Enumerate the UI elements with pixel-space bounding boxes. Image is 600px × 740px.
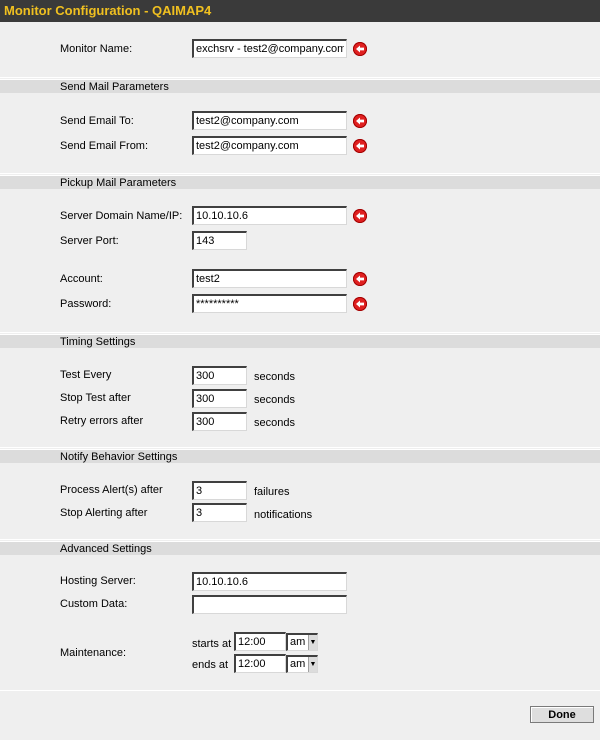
page-title: Monitor Configuration - QAIMAP4 xyxy=(0,0,600,22)
starts-at-time-input[interactable] xyxy=(234,632,286,651)
password-label: Password: xyxy=(60,298,112,310)
process-alerts-input[interactable] xyxy=(192,481,247,500)
stop-test-unit: seconds xyxy=(254,394,295,406)
server-port-label: Server Port: xyxy=(60,235,119,247)
account-label: Account: xyxy=(60,273,103,285)
required-icon xyxy=(353,209,367,223)
stop-alerting-label: Stop Alerting after xyxy=(60,507,148,519)
server-port-input[interactable] xyxy=(192,231,247,250)
ends-at-ampm-select[interactable]: am ▼ xyxy=(286,655,318,673)
monitor-name-label: Monitor Name: xyxy=(60,43,133,55)
notify-section-header: Notify Behavior Settings xyxy=(0,449,600,463)
account-input[interactable] xyxy=(192,269,347,288)
retry-errors-unit: seconds xyxy=(254,417,295,429)
required-icon xyxy=(353,139,367,153)
test-every-input[interactable] xyxy=(192,366,247,385)
retry-errors-input[interactable] xyxy=(192,412,247,431)
retry-errors-label: Retry errors after xyxy=(60,415,144,427)
hosting-server-label: Hosting Server: xyxy=(60,575,136,587)
timing-section-header: Timing Settings xyxy=(0,334,600,348)
server-domain-label: Server Domain Name/IP: xyxy=(60,210,183,222)
test-every-label: Test Every xyxy=(60,369,112,381)
send-email-to-label: Send Email To: xyxy=(60,115,134,127)
maintenance-label: Maintenance: xyxy=(60,647,127,659)
chevron-down-icon: ▼ xyxy=(308,635,317,650)
test-every-unit: seconds xyxy=(254,371,295,383)
done-button[interactable]: Done xyxy=(530,706,594,723)
server-domain-input[interactable] xyxy=(192,206,347,225)
custom-data-input[interactable] xyxy=(192,595,347,614)
stop-test-input[interactable] xyxy=(192,389,247,408)
hosting-server-input[interactable] xyxy=(192,572,347,591)
advanced-section-header: Advanced Settings xyxy=(0,541,600,555)
password-input[interactable] xyxy=(192,294,347,313)
required-icon xyxy=(353,42,367,56)
starts-at-label: starts at xyxy=(192,638,232,650)
process-alerts-unit: failures xyxy=(254,486,290,498)
required-icon xyxy=(353,297,367,311)
send-email-from-label: Send Email From: xyxy=(60,140,149,152)
pickup-mail-section-header: Pickup Mail Parameters xyxy=(0,175,600,189)
starts-at-ampm-select[interactable]: am ▼ xyxy=(286,633,318,651)
ends-at-label: ends at xyxy=(192,659,229,671)
required-icon xyxy=(353,272,367,286)
custom-data-label: Custom Data: xyxy=(60,598,128,610)
monitor-name-input[interactable] xyxy=(192,39,347,58)
stop-test-label: Stop Test after xyxy=(60,392,131,404)
send-email-from-input[interactable] xyxy=(192,136,347,155)
stop-alerting-input[interactable] xyxy=(192,503,247,522)
ends-at-time-input[interactable] xyxy=(234,654,286,673)
chevron-down-icon: ▼ xyxy=(308,657,317,672)
stop-alerting-unit: notifications xyxy=(254,509,313,521)
required-icon xyxy=(353,114,367,128)
send-mail-section-header: Send Mail Parameters xyxy=(0,79,600,93)
process-alerts-label: Process Alert(s) after xyxy=(60,484,163,496)
send-email-to-input[interactable] xyxy=(192,111,347,130)
